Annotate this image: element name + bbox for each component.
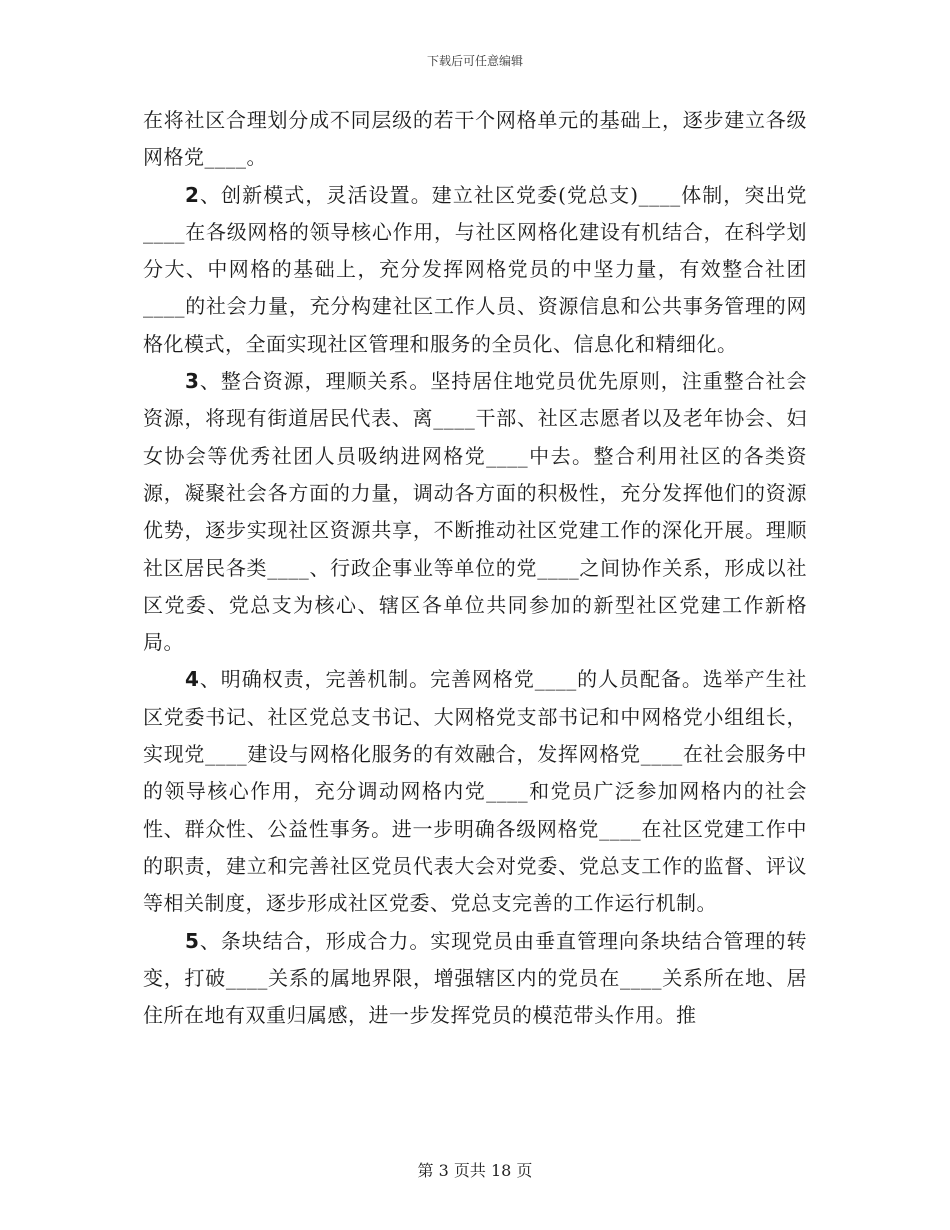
paragraph-1-text: 在将社区合理划分成不同层级的若干个网格单元的基础上，逐步建立各级网格党____。 xyxy=(143,108,807,170)
paragraph-5-text: 、条块结合，形成合力。实现党员由垂直管理向条块结合管理的转变，打破____关系的属地界限，增强辖区内的党员在____关系所在地、居住所在地有双重归属感，进一步发挥党员的模范带头作用。推 xyxy=(143,928,807,1028)
paragraph-2 xyxy=(143,177,807,363)
paragraph-2-number: 2 xyxy=(185,182,200,207)
document-body xyxy=(143,102,807,1034)
paragraph-3 xyxy=(143,363,807,661)
paragraph-5-number: 5 xyxy=(185,928,200,953)
paragraph-3-number: 3 xyxy=(185,369,200,394)
paragraph-2-text: 、创新模式，灵活设置。建立社区党委(党总支)____体制，突出党____在各级网格的领导核心作用，与社区网格化建设有机结合，在科学划分大、中网格的基础上，充分发挥网格党员的中坚力量，有效整合社团____的社会力量，充分构建社区工作人员、资源信息和公共事务管理的网格化模式，全面实现社区管理和服务的全员化、信息化和精细化。 xyxy=(143,182,807,356)
paragraph-5 xyxy=(143,923,807,1035)
page-header-note: 下载后可任意编辑 xyxy=(426,54,523,68)
paragraph-3-text: 、整合资源，理顺关系。坚持居住地党员优先原则，注重整合社会资源，将现有街道居民代表、离____干部、社区志愿者以及老年协会、妇女协会等优秀社团人员吸纳进网格党____中去。整合利用社区的各类资源，凝聚社会各方面的力量，调动各方面的积极性，充分发挥他们的资源优势，逐步实现社区资源共享，不断推动社区党建工作的深化开展。理顺社区居民各类____、行政企事业等单位的党____之间协作关系，形成以社区党委、党总支为核心、辖区各单位共同参加的新型社区党建工作新格局。 xyxy=(143,369,807,655)
paragraph-1 xyxy=(143,102,807,177)
paragraph-4 xyxy=(143,661,807,922)
paragraph-4-number: 4 xyxy=(185,667,200,692)
paragraph-4-text: 、明确权责，完善机制。完善网格党____的人员配备。选举产生社区党委书记、社区党总支书记、大网格党支部书记和中网格党小组组长，实现党____建设与网格化服务的有效融合，发挥网格党____在社会服务中的领导核心作用，充分调动网格内党____和党员广泛参加网格内的社会性、群众性、公益性事务。进一步明确各级网格党____在社区党建工作中的职责，建立和完善社区党员代表大会对党委、党总支工作的监督、评议等相关制度，逐步形成社区党委、党总支完善的工作运行机制。 xyxy=(143,667,807,916)
page-number: 第 3 页共 18 页 xyxy=(417,1161,533,1180)
